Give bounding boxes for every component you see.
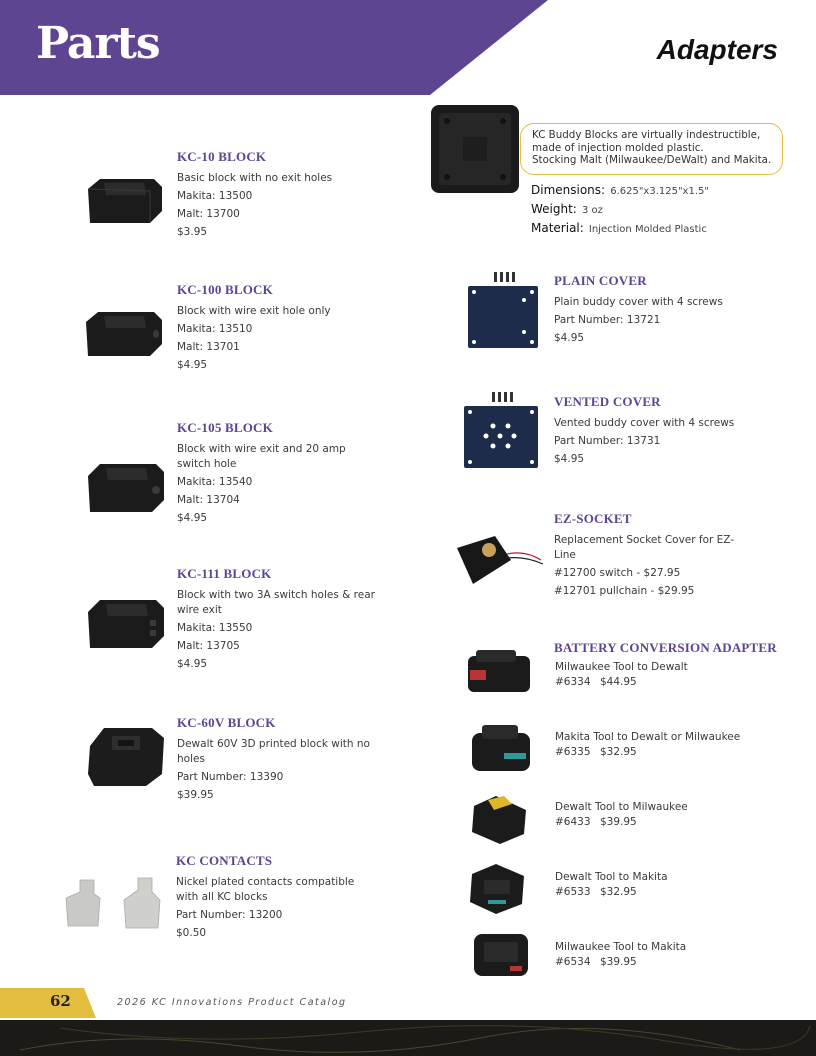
spec-label: Weight:	[531, 202, 577, 216]
kc-60v-block	[177, 715, 377, 806]
adapter-description: Dewalt Tool to Milwaukee	[555, 801, 688, 813]
adapter-description: Milwaukee Tool to Makita	[555, 941, 687, 953]
spec-weight	[531, 200, 709, 218]
adapter-price: $32.95	[600, 746, 637, 758]
product-description: Block with wire exit hole only	[177, 305, 331, 317]
kc-105-block	[177, 420, 367, 529]
kc-contacts	[176, 853, 366, 944]
kc-111-block	[177, 566, 377, 675]
kc-10-block-image	[84, 171, 164, 227]
adapter-price: $44.95	[600, 676, 637, 688]
product-description: Block with two 3A switch holes & rear wire exit	[177, 589, 375, 616]
malt-part: Malt: 13701	[177, 341, 240, 353]
section-heading: BATTERY CONVERSION ADAPTER	[554, 640, 777, 655]
price: $0.50	[176, 927, 207, 939]
price: $4.95	[177, 359, 208, 371]
spec-value: 6.625"x3.125"x1.5"	[610, 186, 709, 197]
adapter-description: Milwaukee Tool to Dewalt	[555, 661, 688, 673]
adapter-price: $39.95	[600, 956, 637, 968]
part-number: Part Number: 13200	[176, 909, 283, 921]
ez-socket	[554, 511, 744, 602]
adapter-dewalt-milwaukee-image	[466, 792, 532, 846]
option-pullchain: #12701 pullchain - $29.95	[554, 585, 695, 597]
adapter-6433	[555, 800, 755, 830]
product-name: EZ-SOCKET	[554, 511, 632, 526]
adapter-price: $39.95	[600, 816, 637, 828]
section-title: Parts	[36, 18, 160, 69]
ez-socket-image	[455, 530, 547, 590]
adapter-price: $32.95	[600, 886, 637, 898]
product-description: Vented buddy cover with 4 screws	[554, 417, 735, 429]
kc-10-block	[177, 149, 377, 243]
spec-label: Material:	[531, 221, 584, 235]
plain-cover-image	[464, 270, 542, 350]
product-name: PLAIN COVER	[554, 273, 647, 288]
product-name: VENTED COVER	[554, 394, 661, 409]
kc-60v-block-image	[86, 724, 166, 790]
buddy-block-info-box	[520, 123, 783, 175]
adapter-description: Makita Tool to Dewalt or Milwaukee	[555, 731, 741, 743]
kc-100-block	[177, 282, 377, 376]
product-description: Plain buddy cover with 4 screws	[554, 296, 723, 308]
product-name: KC-10 BLOCK	[177, 149, 267, 164]
product-name: KC-111 BLOCK	[177, 566, 272, 581]
option-switch: #12700 switch - $27.95	[554, 567, 681, 579]
adapter-milwaukee-makita-image	[470, 928, 532, 980]
adapter-number: #6433	[555, 816, 591, 828]
price: $3.95	[177, 226, 208, 238]
buddy-block-image	[429, 103, 521, 195]
product-description: Block with wire exit and 20 amp switch hole	[177, 443, 346, 470]
adapter-makita-dewalt-image	[468, 723, 534, 777]
vented-cover-image	[460, 390, 542, 470]
info-line: made of injection molded plastic.	[532, 141, 704, 154]
info-line: Stocking Malt (Milwaukee/DeWalt) and Makita.	[532, 154, 772, 166]
adapter-6335	[555, 730, 765, 760]
part-number: Part Number: 13721	[554, 314, 661, 326]
adapter-number: #6534	[555, 956, 591, 968]
makita-part: Makita: 13500	[177, 190, 253, 202]
malt-part: Malt: 13704	[177, 494, 240, 506]
adapter-number: #6533	[555, 886, 591, 898]
product-name: KC-105 BLOCK	[177, 420, 273, 435]
page-number: 62	[50, 992, 71, 1010]
spec-label: Dimensions:	[531, 183, 606, 197]
part-number: Part Number: 13390	[177, 771, 284, 783]
adapter-6334	[555, 660, 755, 690]
footer-dark-band	[0, 1020, 816, 1056]
kc-100-block-image	[82, 304, 164, 360]
buddy-block-specs	[531, 181, 709, 238]
spec-value: Injection Molded Plastic	[588, 224, 707, 235]
spec-value: 3 oz	[581, 205, 603, 216]
product-name: KC-100 BLOCK	[177, 282, 273, 297]
kc-105-block-image	[84, 458, 166, 516]
subsection-title: Adapters	[656, 34, 778, 65]
product-description: Basic block with no exit holes	[177, 172, 333, 184]
product-description: Replacement Socket Cover for EZ-Line	[554, 534, 735, 561]
adapter-6533	[555, 870, 755, 900]
makita-part: Makita: 13540	[177, 476, 253, 488]
adapter-number: #6335	[555, 746, 591, 758]
price: $39.95	[177, 789, 214, 801]
makita-part: Makita: 13550	[177, 622, 253, 634]
price: $4.95	[177, 512, 208, 524]
kc-111-block-image	[84, 594, 166, 652]
part-number: Part Number: 13731	[554, 435, 661, 447]
catalog-title: 2026 KC Innovations Product Catalog	[117, 997, 347, 1008]
vented-cover	[554, 394, 774, 470]
price: $4.95	[554, 453, 585, 465]
product-name: KC CONTACTS	[176, 853, 273, 868]
malt-part: Malt: 13700	[177, 208, 240, 220]
spec-dimensions	[531, 181, 709, 199]
product-description: Nickel plated contacts compatible with all KC blocks	[176, 876, 355, 903]
product-name: KC-60V BLOCK	[177, 715, 276, 730]
spec-material	[531, 219, 709, 237]
price: $4.95	[554, 332, 585, 344]
battery-adapter-heading	[554, 640, 794, 662]
malt-part: Malt: 13705	[177, 640, 240, 652]
adapter-dewalt-makita-image	[466, 860, 530, 916]
makita-part: Makita: 13510	[177, 323, 253, 335]
price: $4.95	[177, 658, 208, 670]
kc-contacts-image	[64, 876, 162, 932]
adapter-number: #6334	[555, 676, 591, 688]
plain-cover	[554, 273, 774, 349]
info-line: KC Buddy Blocks are virtually indestructible,	[532, 129, 761, 141]
adapter-6534	[555, 940, 755, 970]
product-description: Dewalt 60V 3D printed block with no holes	[177, 738, 370, 765]
adapter-description: Dewalt Tool to Makita	[555, 871, 668, 883]
adapter-milwaukee-dewalt-image	[464, 648, 536, 698]
